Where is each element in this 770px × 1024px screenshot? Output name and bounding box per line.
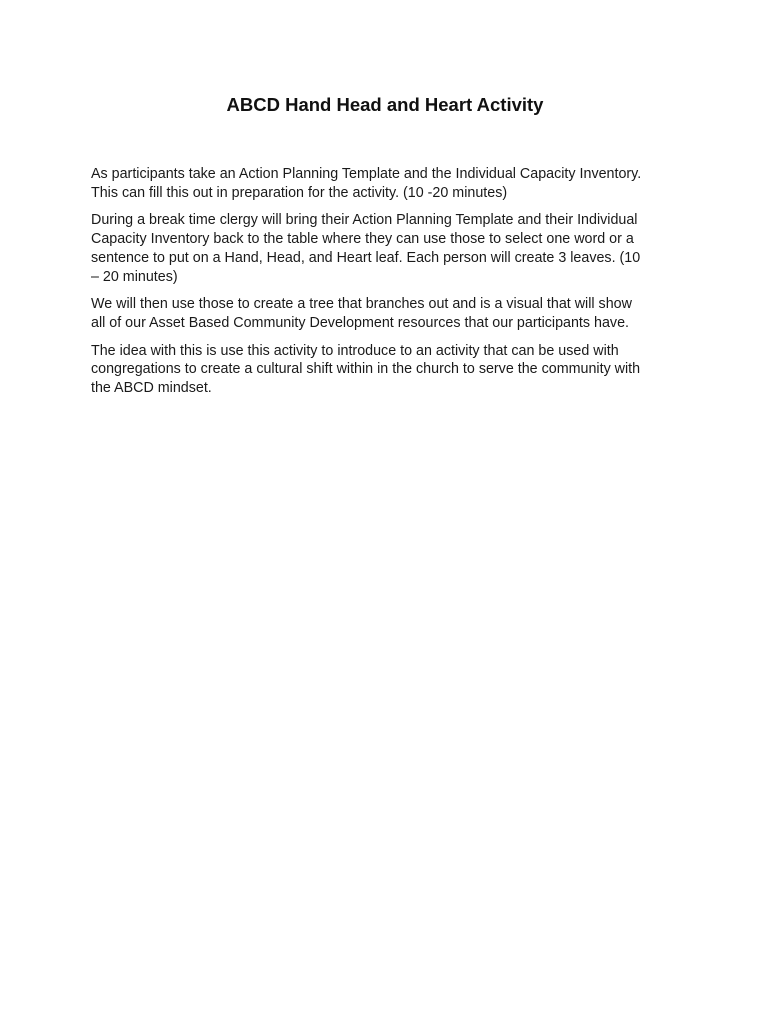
paragraph-tree-visual: We will then use those to create a tree that branches out and is a visual that will show all of our Asset Based Community Development resources that our participants have. xyxy=(91,296,632,331)
paragraph-idea: The idea with this is use this activity to introduce to an activity that can be used with congregations to create a cultural shift within in the church to serve the community with the ABCD mindset. xyxy=(91,342,641,397)
page-title: ABCD Hand Head and Heart Activity xyxy=(226,94,544,115)
paragraph-break-time: During a break time clergy will bring their Action Planning Template and their Individual Capacity Inventory back to the table where they can use those to select one word or a sentence to put on a Hand, Head, and Heart leaf. Each person will create 3 leaves. (10 – 20 minutes) xyxy=(91,212,641,285)
paragraph-preparation: As participants take an Action Planning Template and the Individual Capacity Inventory. This can fill this out in preparation for the activity. (10 -20 minutes) xyxy=(91,166,642,201)
document-body xyxy=(91,165,691,407)
